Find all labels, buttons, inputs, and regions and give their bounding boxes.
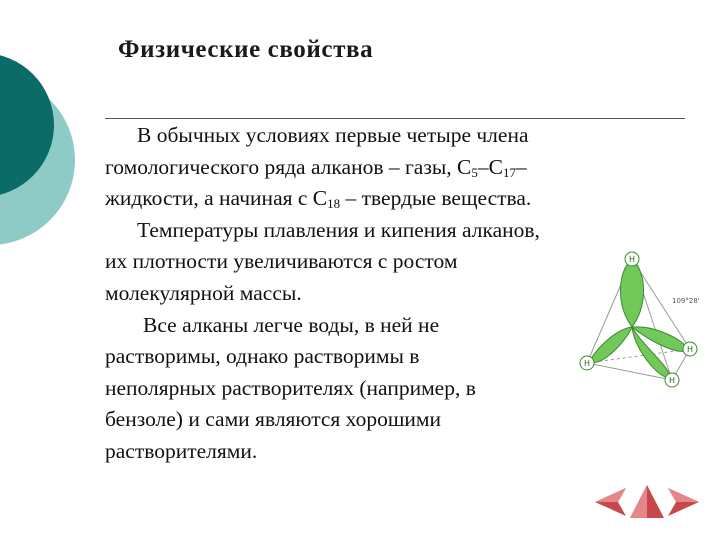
paragraph-2-line-2: их плотности увеличиваются с ростом (105, 249, 458, 274)
arrow-right-icon[interactable] (668, 488, 699, 516)
paragraph-3-line-3: неполярных растворителях (например, в (105, 375, 476, 400)
subscript: 17 (502, 164, 516, 180)
text-segment: –С (477, 154, 503, 179)
subscript: 18 (327, 196, 341, 212)
arrow-left-icon[interactable] (595, 488, 626, 516)
methane-molecule-illustration (572, 245, 712, 395)
home-icon[interactable] (630, 485, 664, 518)
paragraph-2-line-1: Температуры плавления и кипения алканов, (137, 217, 540, 242)
paragraph-2-line-3: молекулярной массы. (105, 280, 302, 305)
text-segment: – твердые вещества. (340, 186, 532, 211)
orbital-lobes (590, 261, 688, 377)
decorative-circles (0, 0, 110, 300)
text-segment: – (515, 154, 527, 179)
slide-navigation (592, 482, 702, 522)
subscript: 5 (471, 164, 478, 180)
text-segment: жидкости, а начиная с С (105, 186, 328, 211)
paragraph-1-line-2 (105, 152, 685, 184)
paragraph-3-line-4: бензоле) и сами являются хорошими (105, 407, 442, 432)
paragraph-3-line-5: растворителями. (105, 438, 258, 463)
atom-label: H (583, 359, 591, 368)
paragraph-1-line-1: В обычных условиях первые четыре члена (137, 123, 529, 147)
paragraph-3-line-2: растворимы, однако растворимы в (105, 344, 420, 369)
text-segment: гомологического ряда алканов – газы, С (105, 154, 472, 179)
atom-label: H (628, 255, 636, 264)
paragraph-3-line-1: Все алканы легче воды, в ней не (143, 312, 440, 337)
bond-angle-label: 109°28' (672, 297, 700, 305)
atom-label: H (686, 345, 694, 354)
title-divider (105, 118, 685, 119)
slide-title: Физические свойства (118, 36, 374, 63)
paragraph-1-line-3 (105, 183, 685, 215)
atom-label: H (668, 376, 676, 385)
